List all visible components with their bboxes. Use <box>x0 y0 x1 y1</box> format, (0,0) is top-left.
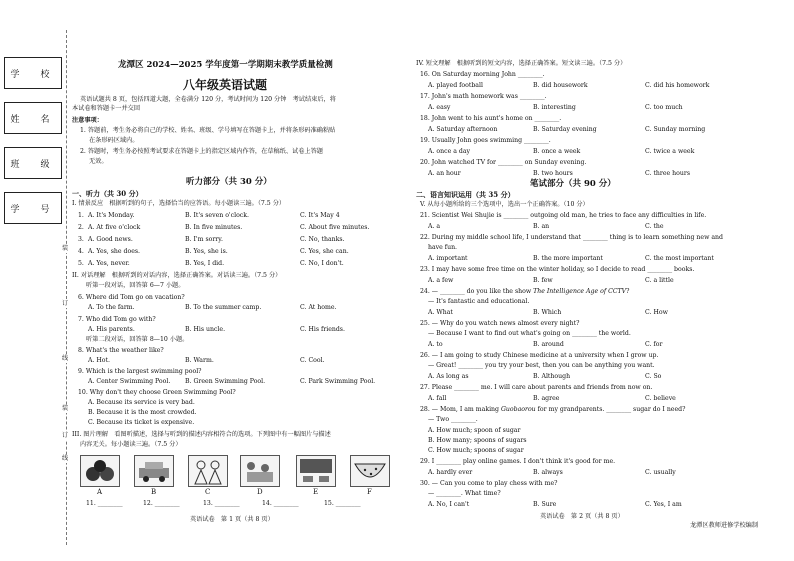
section-title: 二、语言知识运用（共 35 分） <box>416 190 515 199</box>
notes-label: 注意事项： <box>72 117 103 124</box>
option: A. an hour <box>428 170 461 177</box>
question-stem: 19. Usually John goes swimming ________. <box>420 137 551 144</box>
question-number: 4. <box>78 248 84 255</box>
question-stem: 8. What's the weather like? <box>78 347 164 354</box>
option: B. His uncle. <box>185 326 226 333</box>
binding-mark: 装 <box>62 405 69 412</box>
option: C. Park Swimming Pool. <box>300 378 376 385</box>
question-stem: — Great! ________ you try your best, then you can be anything you want. <box>428 362 655 369</box>
option: C. believe <box>645 395 676 402</box>
option: B. Which <box>533 309 562 316</box>
exam-title: 龙潭区 2024—2025 学年度第一学期期末教学质量检测 <box>118 60 333 70</box>
option: B. interesting <box>533 104 576 111</box>
picture-letter: F <box>367 488 372 496</box>
option: A. a few <box>428 277 454 284</box>
option: A. Yes, she does. <box>88 248 140 255</box>
answer-blank[interactable]: 12. ________ <box>143 500 180 507</box>
option: B. Saturday evening <box>533 126 597 133</box>
binding-line <box>66 30 67 545</box>
page-footer: 英语试卷 第 2 页（共 8 页） <box>540 513 624 520</box>
option: C. for <box>645 341 663 348</box>
option: B. few <box>533 277 553 284</box>
question-stem: 10. Why don't they choose Green Swimming Pool? <box>78 389 236 396</box>
option: B. How many; spoons of sugars <box>428 437 527 444</box>
option: B. did housework <box>533 82 588 89</box>
page-footer: 英语试卷 第 1 页（共 8 页） <box>190 516 274 523</box>
option: A. It's Monday. <box>88 212 135 219</box>
question-number: 1. <box>78 212 84 219</box>
intro-line: 本试卷和答题卡一并交回 <box>72 105 141 112</box>
option: A. once a day <box>428 148 471 155</box>
question-stem: 29. I ________ play online games. I don't think it's good for me. <box>420 458 616 465</box>
option: A. At five o'clock <box>88 224 141 231</box>
credit-footer: 龙潭区教师进修学校编制 <box>690 522 759 529</box>
option: C. No, thanks. <box>300 236 345 243</box>
option: C. About five minutes. <box>300 224 370 231</box>
question-stem: 22. During my middle school life, I understand that ________ thing is to learn something new and <box>420 234 723 241</box>
question-stem: 16. On Saturday morning John ________. <box>420 71 545 78</box>
answer-blank[interactable]: 11. ________ <box>86 500 123 507</box>
option: A. Because its service is very bad. <box>88 399 195 406</box>
option: A. How much; spoon of sugar <box>428 427 521 434</box>
option: A. Yes, never. <box>88 260 130 267</box>
part-instruction: V. 从每小题所给的三个选项中，选出一个正确答案。（10 分） <box>420 201 589 208</box>
option: A. Hot. <box>88 357 110 364</box>
option: C. Because its ticket is expensive. <box>88 419 195 426</box>
option: C. the <box>645 223 664 230</box>
section-title: 一、听力（共 30 分） <box>72 189 143 198</box>
picture-letter: B <box>151 488 157 496</box>
option: A. As long as <box>428 373 469 380</box>
option: C. How much; spoons of sugar <box>428 447 524 454</box>
listening-part-title: 听力部分（共 30 分） <box>186 177 272 187</box>
question-stem: have fun. <box>428 244 458 251</box>
question-stem: — Two ________. <box>428 416 478 423</box>
option: C. No, I don't. <box>300 260 344 267</box>
option: B. In five minutes. <box>185 224 243 231</box>
question-number: 5. <box>78 260 84 267</box>
answer-blank[interactable]: 14. ________ <box>262 500 299 507</box>
question-stem: 23. I may have some free time on the winter holiday, so I decide to read ________ books. <box>420 266 695 273</box>
binding-mark: 线 <box>62 455 69 462</box>
question-stem: 28. — Mom, I am making Guobaorou for my grandparents. ________ sugar do I need? <box>420 406 686 413</box>
picture-kids <box>188 455 228 487</box>
option: A. What <box>428 309 453 316</box>
binding-mark: 订 <box>62 300 69 307</box>
option: A. Saturday afternoon <box>428 126 498 133</box>
picture-people <box>240 455 280 487</box>
option: A. hardly ever <box>428 469 473 476</box>
note-line: 2. 答题时，考生务必按照考试要求在答题卡上的指定区域内作答，在草稿纸、试卷上答题 <box>80 148 323 155</box>
question-stem: 18. John went to his aunt's home on ________. <box>420 115 562 122</box>
option: C. At home. <box>300 304 337 311</box>
question-stem: — Because I want to find out what's going on ________ the world. <box>428 330 631 337</box>
option: C. three hours <box>645 170 690 177</box>
option: C. Yes, I am <box>645 501 682 508</box>
option: A. Good news. <box>88 236 133 243</box>
option: C. twice a week <box>645 148 695 155</box>
class-field: 班 级 <box>4 147 62 179</box>
question-stem: 27. Please ________ me. I will care about parents and friends from now on. <box>420 384 653 391</box>
option: B. the more important <box>533 255 603 262</box>
sub-instruction: 听第二段对话，回答第 8—10 小题。 <box>86 336 189 343</box>
option: B. an <box>533 223 550 230</box>
question-number: 2. <box>78 224 84 231</box>
question-stem: 7. Who did Tom go with? <box>78 316 156 323</box>
option: C. His friends. <box>300 326 345 333</box>
option: C. a little <box>645 277 674 284</box>
picture-letter: C <box>205 488 211 496</box>
part-instruction: I. 情景反应 根据听到的句子，选择恰当的应答语。每小题读三遍。（7.5 分） <box>72 200 286 207</box>
question-stem: 21. Scientist Wei Shujie is ________ outgoing old man, he tries to face any difficulties in life. <box>420 212 707 219</box>
sub-instruction: 听第一段对话，回答第 6—7 小题。 <box>86 282 185 289</box>
option: A. fall <box>428 395 447 402</box>
option: C. the most important <box>645 255 714 262</box>
part-instruction: 内容无关。每小题读三遍。（7.5 分） <box>80 441 182 448</box>
option: A. important <box>428 255 468 262</box>
option: B. To the summer camp. <box>185 304 262 311</box>
option: A. played football <box>428 82 483 89</box>
option: C. Cool. <box>300 357 325 364</box>
option: B. around <box>533 341 564 348</box>
option: B. I'm sorry. <box>185 236 223 243</box>
picture-taxi <box>134 455 174 487</box>
picture-apples <box>80 455 120 487</box>
question-stem: 20. John watched TV for ________ on Sunday evening. <box>420 159 587 166</box>
option: C. How <box>645 309 668 316</box>
option: B. two hours <box>533 170 573 177</box>
question-stem: 30. — Can you come to play chess with me? <box>420 480 558 487</box>
part-instruction: II. 对话理解 根据听到的对话内容，选择正确答案。对话读三遍。（7.5 分） <box>72 272 282 279</box>
option: A. No, I can't <box>428 501 470 508</box>
option: B. Because it is the most crowded. <box>88 409 197 416</box>
name-field: 姓 名 <box>4 102 62 134</box>
question-stem: 25. — Why do you watch news almost every night? <box>420 320 580 327</box>
question-number: 3. <box>78 236 84 243</box>
option: C. Yes, she can. <box>300 248 349 255</box>
binding-mark: 装 <box>62 245 69 252</box>
picture-letter: A <box>97 488 103 496</box>
option: C. usually <box>645 469 676 476</box>
picture-letter: D <box>257 488 263 496</box>
option: A. Center Swimming Pool. <box>88 378 171 385</box>
option: A. To the farm. <box>88 304 135 311</box>
picture-letter: E <box>313 488 319 496</box>
answer-blank[interactable]: 13. ________ <box>203 500 240 507</box>
option: B. Yes, I did. <box>185 260 225 267</box>
student-id-field: 学 号 <box>4 192 62 224</box>
intro-line: 英语试题共 8 页，包括四道大题，全卷满分 120 分，考试时间为 120 分钟 考试结束后，将 <box>80 96 336 103</box>
binding-mark: 线 <box>62 355 69 362</box>
option: B. Sure <box>533 501 557 508</box>
binding-mark: 订 <box>62 432 69 439</box>
question-stem: 6. Where did Tom go on vacation? <box>78 294 185 301</box>
option: B. Warm. <box>185 357 214 364</box>
option: C. So <box>645 373 662 380</box>
option: C. did his homework <box>645 82 710 89</box>
school-field: 学 校 <box>4 57 62 89</box>
option: B. Yes, she is. <box>185 248 228 255</box>
option: B. It's seven o'clock. <box>185 212 249 219</box>
subject-title: 八年级英语试题 <box>183 78 268 92</box>
option: A. a <box>428 223 441 230</box>
option: C. too much <box>645 104 683 111</box>
note-line: 1. 答题前，考生务必将自己的学校、姓名、班级、学号填写在答题卡上，并将条形码准确粘贴 <box>80 127 336 134</box>
question-stem: — It's fantastic and educational. <box>428 298 530 305</box>
option: B. once a week <box>533 148 581 155</box>
option: A. His parents. <box>88 326 135 333</box>
option: B. always <box>533 469 563 476</box>
note-line: 无效。 <box>89 158 108 165</box>
part-instruction: III. 图片理解 看图听描述，选择与听到的描述内容相符合的选项。下列图中有一幅图片与描述 <box>72 431 331 438</box>
option: C. It's May 4 <box>300 212 340 219</box>
question-stem: 17. John's math homework was ________. <box>420 93 547 100</box>
part-instruction: IV. 短文理解 根据听到的短文内容，选择正确答案。短文读三遍。（7.5 分） <box>416 60 627 67</box>
picture-watermelon <box>350 455 390 487</box>
option: A. easy <box>428 104 451 111</box>
option: B. agree <box>533 395 560 402</box>
picture-classroom <box>296 455 336 487</box>
option: B. Green Swimming Pool. <box>185 378 266 385</box>
question-stem: — ________. What time? <box>428 490 501 497</box>
written-part-title: 笔试部分（共 90 分） <box>530 179 616 189</box>
question-stem: 24. — ________ do you like the show The Intelligence Age of CCTV? <box>420 288 630 295</box>
option: C. Sunday morning <box>645 126 706 133</box>
option: B. Although <box>533 373 571 380</box>
option: A. to <box>428 341 443 348</box>
question-stem: 26. — I am going to study Chinese medicine at a university when I grow up. <box>420 352 659 359</box>
question-stem: 9. Which is the largest swimming pool? <box>78 368 202 375</box>
answer-blank[interactable]: 15. ________ <box>324 500 361 507</box>
note-line: 在条形码区域内。 <box>89 137 139 144</box>
